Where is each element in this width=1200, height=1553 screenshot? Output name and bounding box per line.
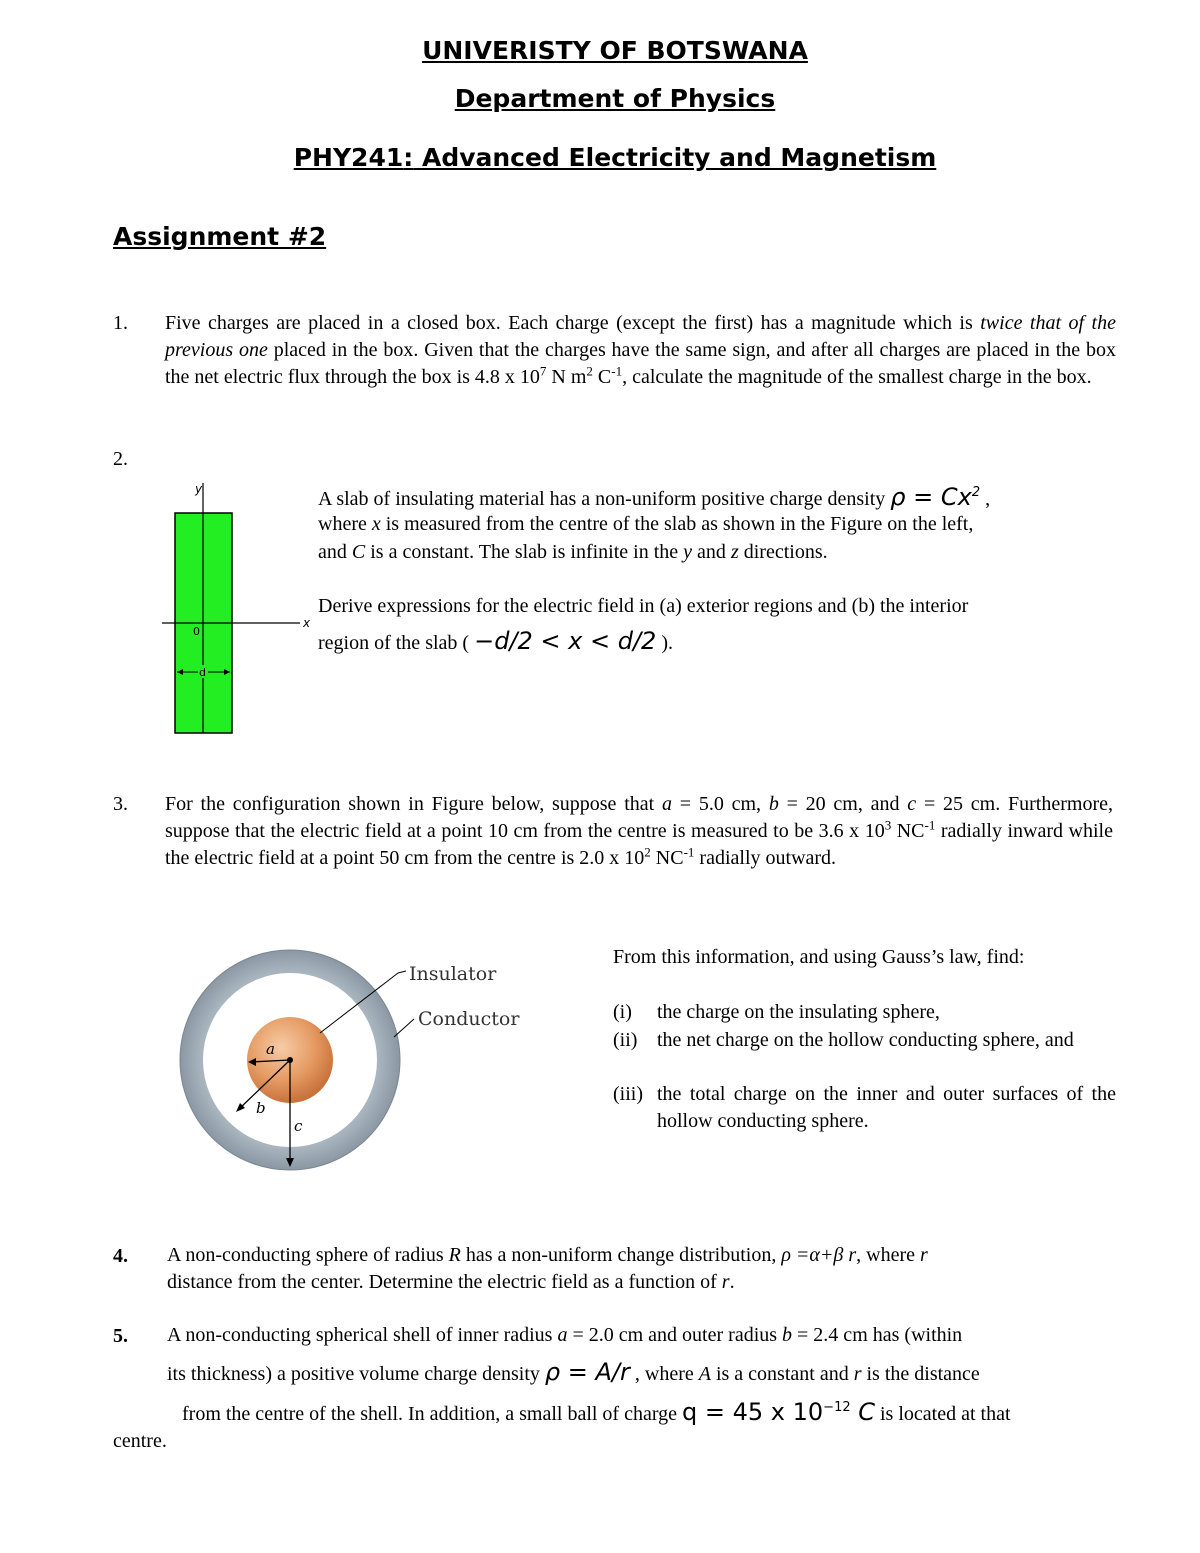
q2-number: 2. xyxy=(113,448,128,470)
q2-line-2: where x is measured from the centre of the slab as shown in the Figure on the left, xyxy=(318,513,974,535)
q5-line-4: centre. xyxy=(113,1430,167,1452)
q4-line-2: distance from the center. Determine the electric field as a function of r. xyxy=(167,1271,735,1293)
department-title: Department of Physics xyxy=(454,84,776,113)
sphere-figure xyxy=(170,945,550,1180)
q3-intro: From this information, and using Gauss’s law, find: xyxy=(613,946,1025,968)
q5-number: 5. xyxy=(113,1325,128,1347)
conductor-label: Conductor xyxy=(418,1008,520,1030)
insulator-label: Insulator xyxy=(409,963,497,985)
origin-label: 0 xyxy=(193,625,200,638)
q5-line-2: its thickness) a positive volume charge density ρ = A/r , where A is a constant and r is the distance xyxy=(167,1358,980,1386)
q3-text: For the configuration shown in Figure below, suppose that a = 5.0 cm, b = 20 cm, and c = 25 cm. Furthermore, suppose that the electric field at a point 10 cm from the centre is measured to be 3.6 x $10^3$ $NC^{-1}$ radially inward while the electric field at a point 50 cm from the centre is 2.0 x $10^2$ $NC^{-1}$ radially outward. xyxy=(165,793,1113,869)
course-separator: : xyxy=(403,143,414,172)
q4-line-1: A non-conducting sphere of radius R has a non-uniform change distribution, ρ =α+β r, where r xyxy=(167,1244,928,1266)
q3-item-i: (i) the charge on the insulating sphere, xyxy=(613,1001,940,1023)
q3-item-ii: (ii) the net charge on the hollow conducting sphere, and xyxy=(613,1029,1074,1051)
q3-number: 3. xyxy=(113,793,128,815)
x-axis-label: x xyxy=(303,616,311,630)
d-label: d xyxy=(199,666,206,679)
assignment-title: Assignment #2 xyxy=(113,222,327,251)
university-title: UNIVERISTY OF BOTSWANA xyxy=(422,36,808,65)
course-name: Advanced Electricity and Magnetism xyxy=(421,143,937,172)
slab-range-equation: −d/2 < x < d/2 xyxy=(474,627,657,655)
q4-density-equation: ρ =α+β r xyxy=(781,1244,857,1266)
q5-density-equation: ρ = A/r xyxy=(544,1358,630,1386)
label-b: b xyxy=(256,1099,266,1117)
q1-text: Five charges are placed in a closed box. Each charge (except the first) has a magnitude which is twice that of the previous one placed in the box. Given that the charges have the same sign, and after all charges are placed in the box the net electric flux through the box is 4.8 x $10^7$ N $m^2$ $C^{-1}$, calculate the magnitude of the smallest charge in the box. xyxy=(165,312,1116,388)
q2-line-3: and C is a constant. The slab is infinite in the y and z directions. xyxy=(318,541,828,563)
q5-charge-equation: q = 45 x $10^{-12}$ C xyxy=(682,1398,875,1426)
q3-item-iii: (iii) the total charge on the inner and outer surfaces of the hollow conducting sphere. xyxy=(613,1083,1116,1132)
course-code: PHY241 xyxy=(293,143,404,172)
charge-density-equation: $\rho = Cx^2$ xyxy=(890,483,981,511)
y-axis-label: y xyxy=(195,482,203,496)
conductor-pointer xyxy=(394,1019,414,1037)
q2-line-4: Derive expressions for the electric field in (a) exterior regions and (b) the interior xyxy=(318,595,969,617)
label-a: a xyxy=(266,1040,275,1058)
q2-line-5: region of the slab ( −d/2 < x < d/2 ). xyxy=(318,627,673,655)
q5-line-1: A non-conducting spherical shell of inner radius a = 2.0 cm and outer radius b = 2.4 cm has (within xyxy=(167,1324,963,1346)
insulator-pointer-tail xyxy=(398,971,406,973)
q1-number: 1. xyxy=(113,312,128,334)
q1-emphasis: twice that of the previous one xyxy=(165,312,1116,361)
q2-line-1: A slab of insulating material has a non-uniform positive charge density $\rho = Cx^2$ , xyxy=(318,483,991,511)
q4-number: 4. xyxy=(113,1245,128,1267)
course-title xyxy=(0,143,1200,172)
slab-figure xyxy=(150,480,320,740)
q5-line-3: from the centre of the shell. In addition, a small ball of charge q = 45 x $10^{-12}$ C is located at that xyxy=(182,1398,1011,1426)
label-c: c xyxy=(294,1117,303,1135)
